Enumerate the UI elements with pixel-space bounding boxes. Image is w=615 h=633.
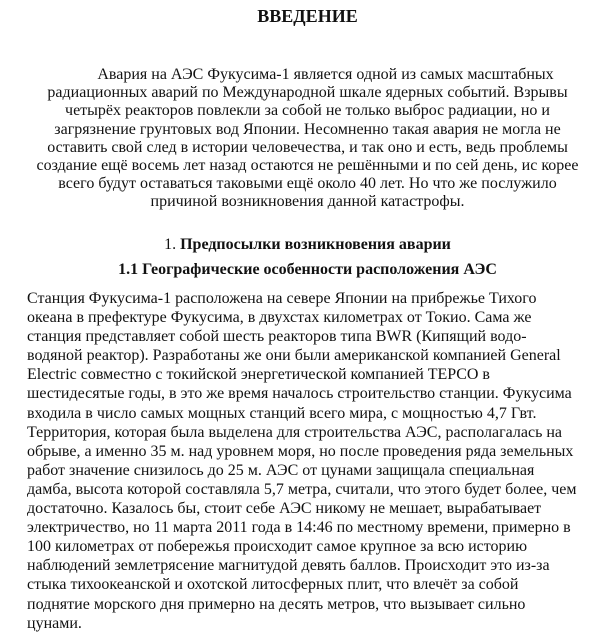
intro-line: всего будут оставаться таковыми ещё около 40 лет. Но что же послужило xyxy=(58,175,557,193)
body-line: наблюдений землетрясение магнитудой девять баллов. Происходит это из-за xyxy=(27,557,550,575)
section-heading-1 xyxy=(0,236,615,254)
intro-line: создание ещё восемь лет назад остаются не решёнными и по сей день, ис корее xyxy=(36,157,579,175)
subsection-heading-1-1: 1.1 Географические особенности расположения АЭС xyxy=(118,261,497,278)
body-line: электричество, но 11 марта 2011 года в 14:46 по местному времени, примерно в xyxy=(27,519,571,537)
section-title: Предпосылки возникновения аварии xyxy=(180,236,451,253)
body-line: поднятие морского дня примерно на десять метров, что вызывает сильно xyxy=(27,595,526,613)
body-line: обрыве, а именно 35 м. над уровнем моря, но после проведения ряда земельных xyxy=(27,442,574,460)
body-line: 100 километрах от побережья происходит самое крупное за всю историю xyxy=(27,538,528,556)
body-line: цунами. xyxy=(27,614,82,632)
intro-line: Авария на АЭС Фукусима-1 является одной из самых масштабных xyxy=(97,66,554,83)
body-line: океана в префектуре Фукусима, в двухстах километрах от Токио. Сама же xyxy=(27,309,532,327)
intro-paragraph xyxy=(0,66,615,212)
body-line: водяной реактор). Разработаны же они были американской компанией General xyxy=(27,347,561,365)
body-line: стыка тихоокеанской и охотской литосферных плит, что влечёт за собой xyxy=(27,576,519,594)
body-line: входила в число самых мощных станций всего мира, с мощностью 4,7 Гвт. xyxy=(27,404,537,422)
intro-line: причиной возникновения данной катастрофы. xyxy=(150,193,465,211)
body-line: Территория, которая была выделена для строительства АЭС, располагалась на xyxy=(27,423,563,441)
body-line: шестидесятые годы, в это же время началось строительство станции. Фукусима xyxy=(27,385,572,403)
section-number: 1. xyxy=(164,236,177,253)
body-line: дамба, высота которой составляла 5,7 метра, считали, что этого будет более, чем xyxy=(27,480,577,498)
document-title: ВВЕДЕНИЕ xyxy=(257,6,358,26)
body-paragraph xyxy=(27,289,577,633)
body-line: Electric совместно с токийской энергетической компанией TEPCO в xyxy=(27,366,490,384)
body-line: Станция Фукусима-1 расположена на севере Японии на прибрежье Тихого xyxy=(27,290,537,307)
intro-line: оставить свой след в истории человечества, и так оно и есть, ведь проблемы xyxy=(47,138,568,156)
body-line: работ значение снизилось до 25 м. АЭС от цунами защищала специальная xyxy=(27,461,535,479)
body-line: станция представляет собой шесть реакторов типа BWR (Кипящий водо- xyxy=(27,328,527,346)
intro-line: радиационных аварий по Международной шкале ядерных событий. Взрывы xyxy=(47,84,568,102)
body-line: достаточно. Казалось бы, стоит себе АЭС никому не мешает, вырабатывает xyxy=(27,500,542,518)
intro-line: загрязнение грунтовых вод Японии. Несомненно такая авария не могла не xyxy=(54,120,561,138)
intro-line: четырёх реакторов повлекли за собой не только выброс радиации, но и xyxy=(65,102,550,120)
